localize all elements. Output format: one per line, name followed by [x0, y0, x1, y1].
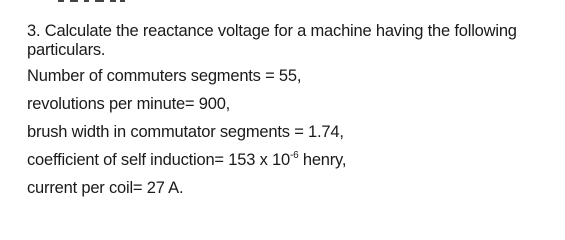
self-induction-base: coefficient of self induction= 153 x 10 — [27, 151, 290, 169]
question-text — [27, 22, 557, 60]
particular-commutator-segments: Number of commuters segments = 55, — [27, 67, 302, 85]
self-induction-unit: henry, — [298, 151, 347, 169]
question-number: 3. — [27, 22, 41, 40]
particular-rpm: revolutions per minute= 900, — [27, 95, 231, 113]
top-edge-fragment — [0, 0, 565, 6]
question-prompt: Calculate the reactance voltage for a machine having the following particulars. — [27, 22, 517, 59]
self-induction-exponent: -6 — [289, 150, 299, 161]
particular-brush-width: brush width in commutator segments = 1.74, — [27, 123, 344, 141]
particular-current-per-coil: current per coil= 27 A. — [27, 179, 184, 197]
document-body — [27, 22, 557, 207]
particular-self-induction — [27, 151, 557, 170]
